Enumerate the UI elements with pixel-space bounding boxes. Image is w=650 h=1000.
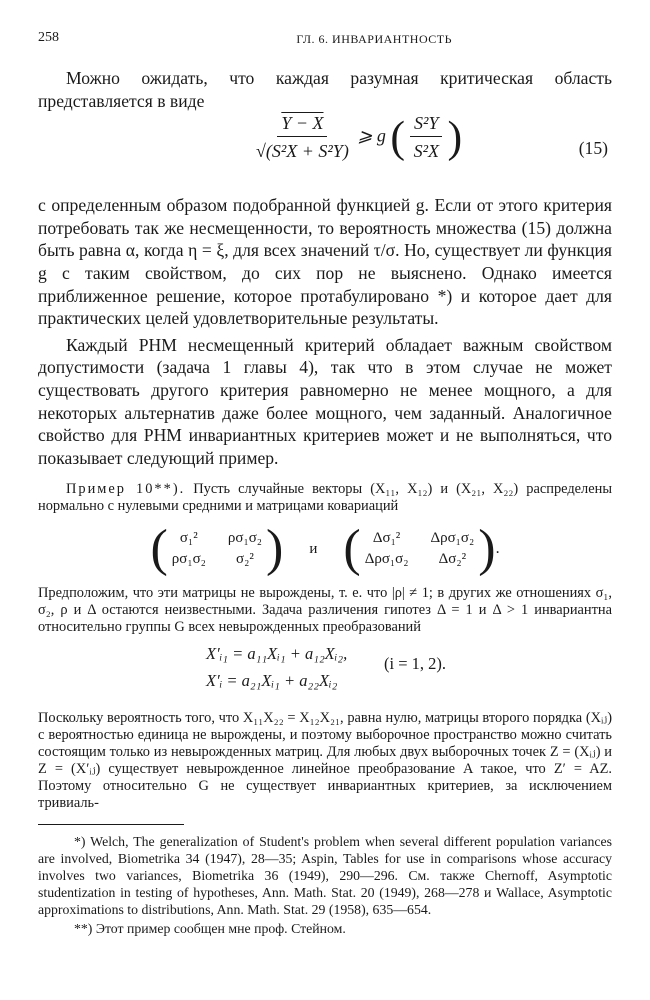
equation-15: $\frac{Y - X}{\text{√(S²X + S²Y)}}$ ⩾ g ( $\frac{\text{S²Y}}{\text{S²X}}$ ) (15) (38, 112, 612, 194)
paragraph-1: Можно ожидать, что каждая разумная критическая область представляется в виде (38, 68, 612, 111)
m1-cell: ρσ₁σ₂ (227, 530, 263, 547)
eq-denominator: √(S²X + S²Y) (256, 141, 349, 162)
chapter-title: ГЛ. 6. ИНВАРИАНТНОСТЬ (296, 32, 452, 46)
system-line-1: X′ᵢ₁ = a₁₁Xᵢ₁ + a₁₂Xᵢ₂, (206, 644, 348, 664)
transformation-system (38, 640, 612, 702)
paragraph-3: Каждый РНМ несмещенный критерий обладает важным свойством допустимости (задача 1 главы 4), так что в этом случае не может существовать другого критерия равномерно не менее мощного, а для некоторых альтернатив даже более мощного, чем заданный. Аналогичное свойство для РНМ инвариантных критериев может и не выполняться, что показывает следующий пример. (38, 334, 612, 468)
example-paragraph (38, 481, 612, 515)
eq-numerator: Y − X (277, 112, 327, 137)
footnote-2: **) Этот пример сообщен мне проф. Стейном. (74, 921, 346, 937)
equation-number: (15) (578, 138, 608, 159)
eq-relation: ⩾ g (357, 125, 386, 146)
footnote-1: *) Welch, The generalization of Student's problem when several different population variances are involved, Biometrika 34 (1947), 28—35; Aspin, Tables for use in comparisons whose accuracy involves two variances, Biometrika 36 (1949), 290—296. См. также Chernoff, Asymptotic studentization in testing of hypotheses, Ann. Math. Stat. 20 (1949), 268—278 и Wallace, Asymptotic approximations to distributions, Ann. Math. Stat. 29 (1958), 635—654. (38, 834, 612, 918)
eq-main-fraction (252, 112, 353, 163)
paragraph-5: Поскольку вероятность того, что X₁₁X₂₂ = X₁₂X₂₁, равна нулю, матрицы второго порядка (Xᵢⱼ) с вероятностью единица не вырождены, и поэтому выборочное пространство можно считать состоящим только из невырожденных матриц. Для любых двух выборочных точек Z = (Xᵢⱼ) и Z = (X′ᵢⱼ) существует невырожденное линейное преобразование A такое, что Z′ = AZ. Поэтому относительно G не существует инвариантных критериев, за исключением тривиаль- (38, 710, 612, 812)
m2-cell: Δσ₁² (372, 530, 401, 547)
paragraph-2: с определенным образом подобранной функцией g. Если от этого критерия потребовать так же несмещенности, то вероятность множества (15) должна быть равна α, когда η = ξ, для всех значений τ/σ. Но, существует ли функция g с таким свойством, до сих пор не выяснено. Однако имеется приближенное решение, которое протабулировано *) и которое дает для практических целей удовлетворительные результаты. (38, 195, 612, 329)
example-label: Пример 10**). (66, 481, 186, 498)
m1-cell: σ₂² (236, 551, 254, 568)
page (38, 30, 612, 937)
eq-ratio-denominator: S²X (413, 141, 439, 162)
page-number: 258 (38, 30, 59, 45)
m2-cell: Δσ₂² (438, 551, 467, 568)
paragraph-4: Предположим, что эти матрицы не вырождены, т. е. что |ρ| ≠ 1; в других же отношениях σ₁, σ₂, ρ и Δ остаются неизвестными. Задача различения гипотез Δ = 1 и Δ > 1 инвариантна относительно группы G всех невырожденных преобразований (38, 585, 612, 636)
covariance-matrices: ( σ₁² ρσ₁σ₂ ρσ₁σ₂ σ₂² ) и ( Δσ₁² Δρσ₁σ₂ Δρσ₁σ₂ Δσ₂² ). (150, 520, 500, 578)
m2-cell: Δρσ₁σ₂ (364, 551, 409, 568)
m1-cell: σ₁² (179, 530, 198, 547)
matrix-1 (172, 530, 262, 568)
page-header (38, 30, 612, 47)
example-text: Пусть случайные векторы (X₁₁, X₁₂) и (X₂₁, X₂₂) распределены нормально с нулевыми средними и матрицами ковариаций (38, 481, 612, 515)
matrices-conjunction: и (309, 540, 318, 557)
eq-ratio (410, 112, 443, 163)
system-line-2: X′ᵢ = a₂₁Xᵢ₁ + a₂₂Xᵢ₂ (206, 671, 338, 691)
footnote-divider (38, 824, 184, 825)
matrix-2 (365, 530, 475, 568)
system-condition: (i = 1, 2). (384, 654, 447, 674)
m1-cell: ρσ₁σ₂ (171, 551, 206, 568)
m2-cell: Δρσ₁σ₂ (430, 530, 475, 547)
eq-ratio-numerator: S²Y (410, 112, 442, 137)
